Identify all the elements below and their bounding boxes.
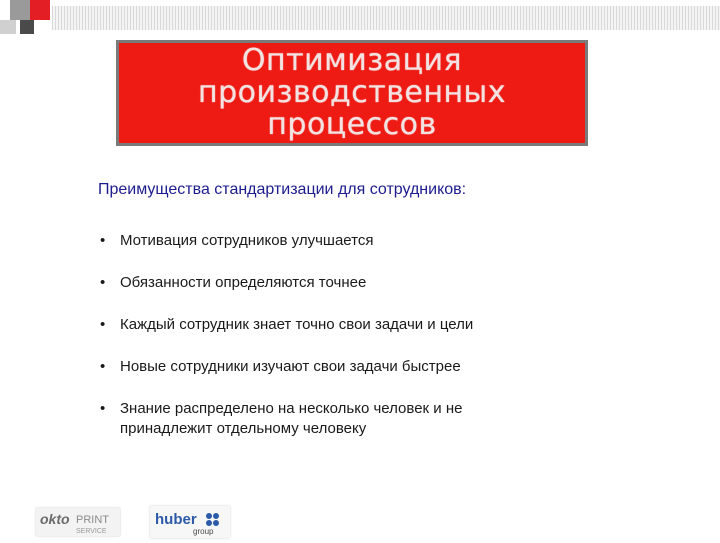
- logo-text-service: SERVICE: [76, 528, 107, 535]
- page-title: [198, 45, 506, 141]
- logo-text-print: PRINT: [76, 514, 109, 526]
- logo-text-okto: okto: [40, 511, 70, 527]
- bullet-icon: •: [100, 358, 106, 375]
- logo-text-group: group: [193, 527, 214, 536]
- list-item-text: Новые сотрудники изучают свои задачи быстрее: [120, 358, 461, 375]
- bullet-icon: •: [100, 232, 106, 249]
- bullet-icon: •: [100, 316, 106, 333]
- huber-logo-graphic: [150, 506, 230, 538]
- deco-square-dark: [20, 20, 34, 34]
- corner-decoration: [0, 0, 720, 40]
- deco-stripe-bar: [52, 6, 720, 30]
- bullet-icon: •: [100, 274, 106, 291]
- oktoprint-logo-graphic: [36, 508, 120, 536]
- list-item-text: Мотивация сотрудников улучшается: [120, 232, 374, 249]
- section-heading: Преимущества стандартизации для сотрудников:: [98, 181, 467, 198]
- list-item: [98, 273, 618, 293]
- logo-dot: [213, 513, 219, 519]
- list-item: [98, 357, 618, 377]
- title-banner: [116, 40, 588, 146]
- list-item-text: Знание распределено на несколько человек и не принадлежит отдельному человеку: [120, 400, 463, 437]
- title-line: производственных: [197, 75, 506, 110]
- benefits-list: [98, 231, 618, 439]
- huber-logo: [150, 506, 230, 538]
- list-item: [98, 315, 618, 335]
- logo-dot: [206, 513, 212, 519]
- deco-square-gray: [10, 0, 30, 20]
- title-line: Оптимизация: [241, 43, 463, 78]
- logo-text-huber: huber: [155, 511, 197, 528]
- list-item-text: Обязанности определяются точнее: [120, 274, 367, 291]
- list-item: [98, 399, 618, 439]
- list-item: [98, 231, 618, 251]
- logo-dot: [206, 520, 212, 526]
- logo-dot: [213, 520, 219, 526]
- bullet-icon: •: [100, 400, 106, 417]
- oktoprint-logo: [36, 508, 120, 536]
- title-line: процессов: [267, 107, 437, 142]
- list-item-text: Каждый сотрудник знает точно свои задачи и цели: [120, 316, 474, 333]
- deco-square-red: [30, 0, 50, 20]
- deco-square-light: [0, 20, 16, 34]
